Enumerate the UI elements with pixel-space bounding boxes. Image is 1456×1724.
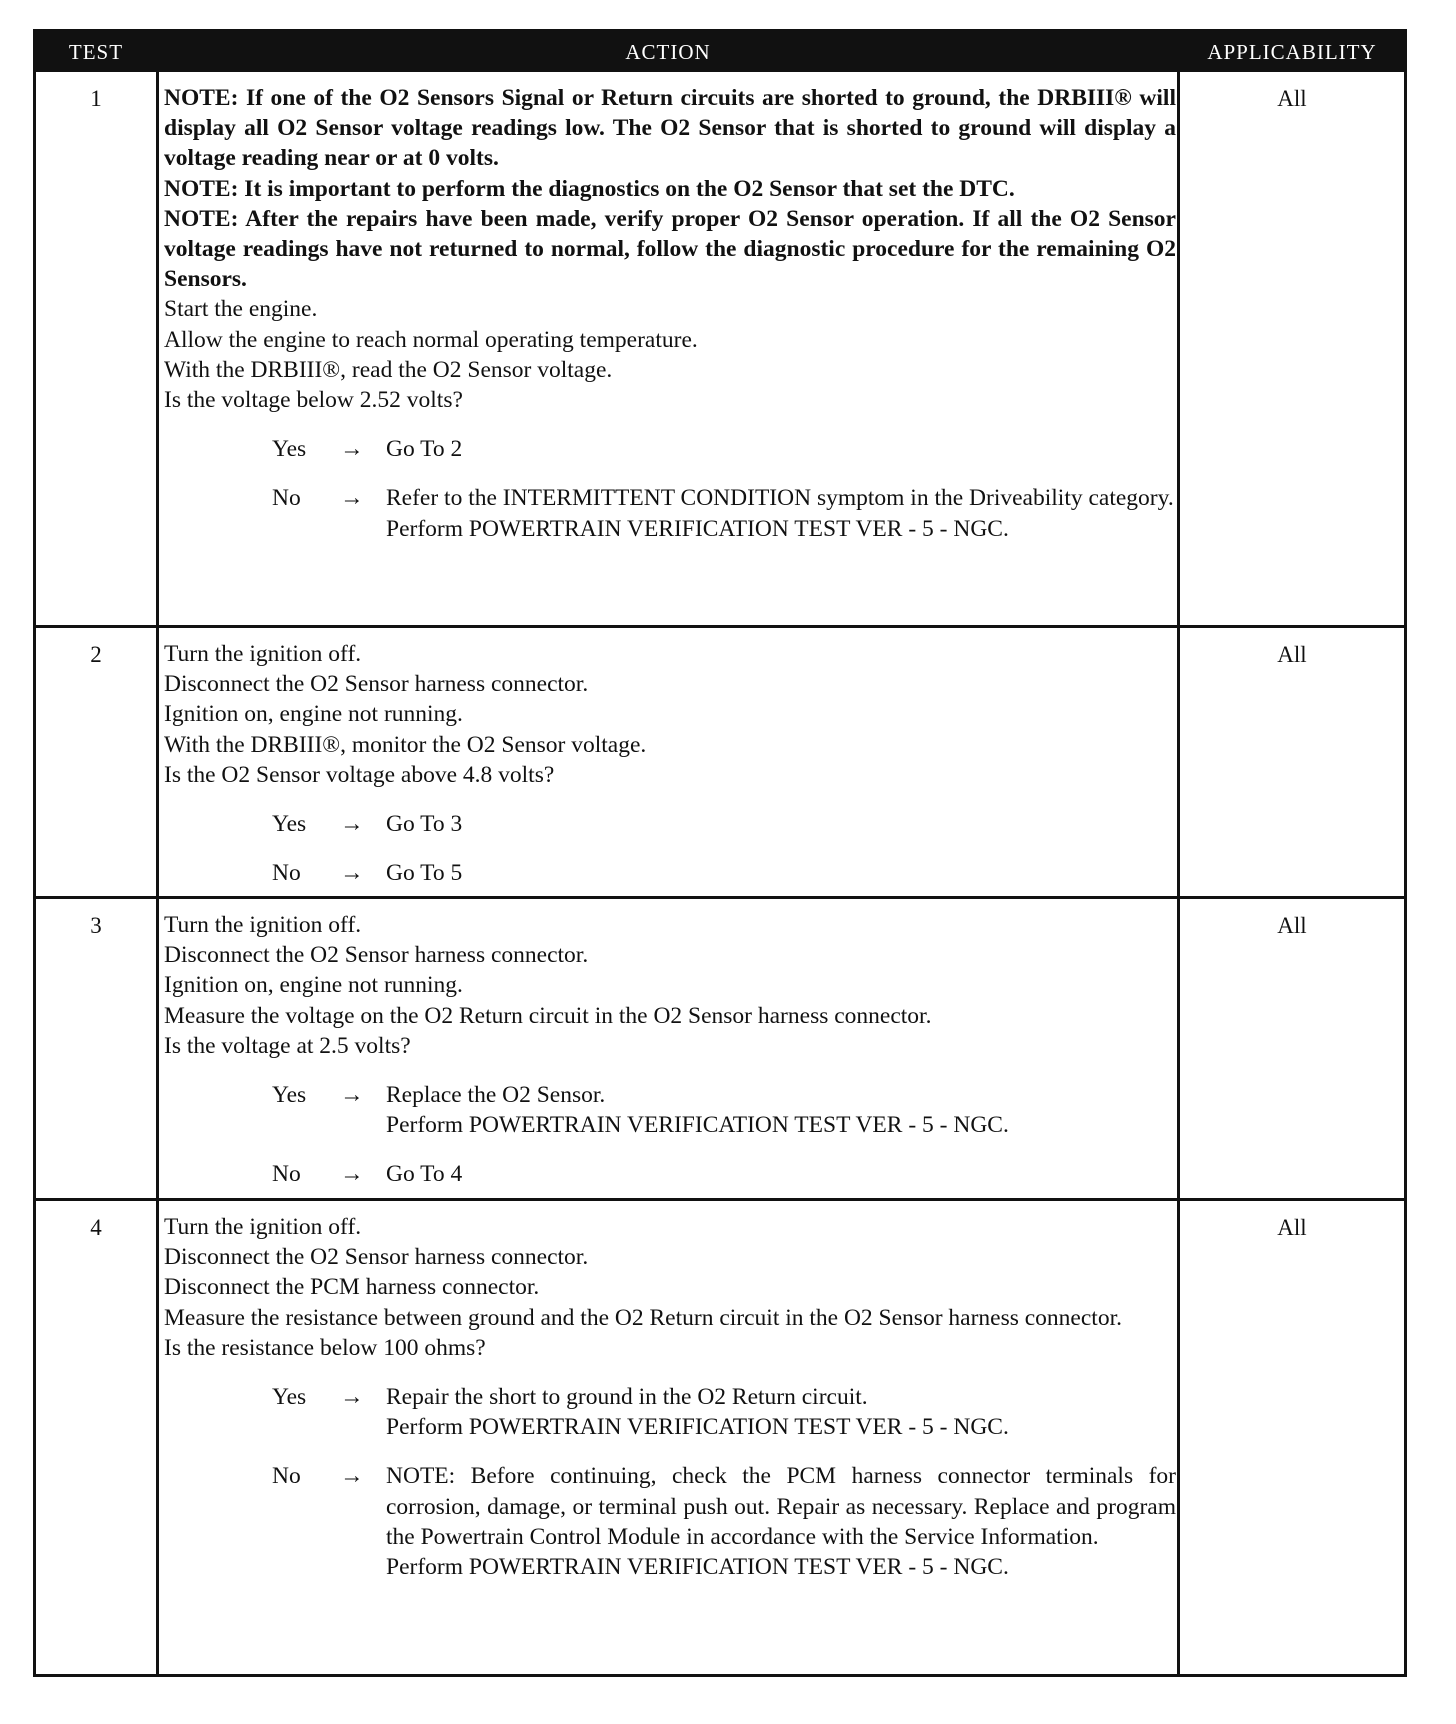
result-text: Go To 5 — [386, 860, 463, 887]
note-text: NOTE: After the repairs have been made, verify proper O2 Sensor operation. If all the O2 Sensor voltage readings have not returned to normal, follow the diagnostic procedure for the remaining O2 Sensors. — [164, 205, 1176, 293]
test-applicability: All — [1277, 642, 1307, 667]
arrow-icon: → — [340, 1082, 364, 1109]
test-number: 4 — [90, 1215, 102, 1240]
test-row-4 — [36, 1198, 1404, 1674]
step-text: Turn the ignition off. — [164, 641, 362, 667]
result-text: Perform POWERTRAIN VERIFICATION TEST VER - 5 - NGC. — [386, 1554, 1009, 1581]
step-text: Measure the voltage on the O2 Return circuit in the O2 Sensor harness connector. — [164, 1002, 932, 1029]
yes-result — [386, 1382, 1176, 1442]
arrow-icon: → — [340, 485, 364, 512]
yes-result — [386, 1080, 1176, 1140]
no-result — [386, 1159, 1176, 1189]
no-label: No — [272, 485, 301, 512]
yes-branch — [164, 1382, 1176, 1442]
test-row-3 — [36, 896, 1404, 1198]
no-branch — [164, 1159, 1176, 1189]
result-text: Refer to the INTERMITTENT CONDITION symptom in the Driveability category. — [386, 485, 1174, 512]
table-header — [36, 32, 1404, 72]
no-result — [386, 858, 1176, 888]
step-text: Is the voltage below 2.52 volts? — [164, 387, 463, 414]
diagnostic-test-table — [33, 29, 1407, 1677]
step-text: With the DRBIII®, monitor the O2 Sensor voltage. — [164, 731, 647, 758]
note-text: NOTE: It is important to perform the diagnostics on the O2 Sensor that set the DTC. — [164, 175, 1015, 202]
yes-result — [386, 434, 1176, 464]
test-applicability: All — [1277, 86, 1307, 111]
test-applicability: All — [1277, 1215, 1307, 1240]
test-number: 3 — [90, 913, 102, 938]
no-label: No — [272, 860, 301, 887]
note-text: NOTE: If one of the O2 Sensors Signal or Return circuits are shorted to ground, the DRBIII® will display all O2 Sensor voltage readings low. The O2 Sensor that is shorted to ground will display a voltage reading near or at 0 volts. — [164, 85, 1176, 172]
header-action: ACTION — [625, 40, 711, 64]
step-text: Disconnect the O2 Sensor harness connector. — [164, 942, 589, 969]
test-row-1 — [36, 72, 1404, 625]
step-text: Turn the ignition off. — [164, 1214, 362, 1240]
yes-branch — [164, 434, 1176, 464]
step-text: Start the engine. — [164, 296, 318, 323]
step-text: Measure the resistance between ground and the O2 Return circuit in the O2 Sensor harness connector. — [164, 1304, 1122, 1331]
step-text: Disconnect the O2 Sensor harness connector. — [164, 671, 589, 698]
arrow-icon: → — [340, 1463, 364, 1490]
yes-label: Yes — [272, 1082, 307, 1109]
no-branch — [164, 858, 1176, 888]
step-text: Is the resistance below 100 ohms? — [164, 1334, 486, 1361]
result-text: NOTE: Before continuing, check the PCM harness connector terminals for corrosion, damage, or terminal push out. Repair as necessary. Replace and program the Powertrain Control Module in accordance with the Service Information. — [386, 1463, 1176, 1550]
no-result — [386, 1461, 1176, 1582]
test-action — [164, 910, 1176, 1190]
yes-branch — [164, 1080, 1176, 1140]
no-label: No — [272, 1463, 301, 1490]
test-number: 2 — [90, 642, 102, 667]
no-result — [386, 483, 1176, 543]
step-text: Is the O2 Sensor voltage above 4.8 volts? — [164, 761, 555, 788]
result-text: Go To 2 — [386, 436, 463, 463]
yes-branch — [164, 809, 1176, 839]
header-test: TEST — [68, 40, 124, 64]
step-text: Disconnect the O2 Sensor harness connector. — [164, 1244, 589, 1271]
no-branch — [164, 483, 1176, 543]
result-text: Repair the short to ground in the O2 Return circuit. — [386, 1384, 868, 1411]
result-text: Perform POWERTRAIN VERIFICATION TEST VER - 5 - NGC. — [386, 1112, 1009, 1139]
test-row-2 — [36, 625, 1404, 896]
arrow-icon: → — [340, 811, 364, 838]
step-text: Disconnect the PCM harness connector. — [164, 1274, 540, 1301]
yes-label: Yes — [272, 436, 307, 463]
test-applicability: All — [1277, 913, 1307, 938]
step-text: Ignition on, engine not running. — [164, 701, 463, 728]
yes-label: Yes — [272, 811, 307, 838]
step-text: Is the voltage at 2.5 volts? — [164, 1032, 411, 1059]
arrow-icon: → — [340, 860, 364, 887]
result-text: Replace the O2 Sensor. — [386, 1082, 606, 1109]
arrow-icon: → — [340, 1384, 364, 1411]
test-number: 1 — [90, 86, 102, 111]
no-label: No — [272, 1161, 301, 1188]
test-action — [164, 639, 1176, 888]
no-branch — [164, 1461, 1176, 1582]
test-action — [164, 83, 1176, 544]
yes-result — [386, 809, 1176, 839]
step-text: Ignition on, engine not running. — [164, 972, 463, 999]
step-text: With the DRBIII®, read the O2 Sensor voltage. — [164, 356, 613, 383]
result-text: Go To 4 — [386, 1161, 463, 1188]
step-text: Turn the ignition off. — [164, 912, 362, 938]
arrow-icon: → — [340, 1161, 364, 1188]
step-text: Allow the engine to reach normal operating temperature. — [164, 326, 698, 353]
result-text: Go To 3 — [386, 811, 463, 838]
header-applicability: APPLICABILITY — [1207, 40, 1377, 64]
yes-label: Yes — [272, 1384, 307, 1411]
test-action — [164, 1212, 1176, 1582]
result-text: Perform POWERTRAIN VERIFICATION TEST VER - 5 - NGC. — [386, 1414, 1009, 1441]
result-text: Perform POWERTRAIN VERIFICATION TEST VER - 5 - NGC. — [386, 515, 1009, 542]
arrow-icon: → — [340, 436, 364, 463]
